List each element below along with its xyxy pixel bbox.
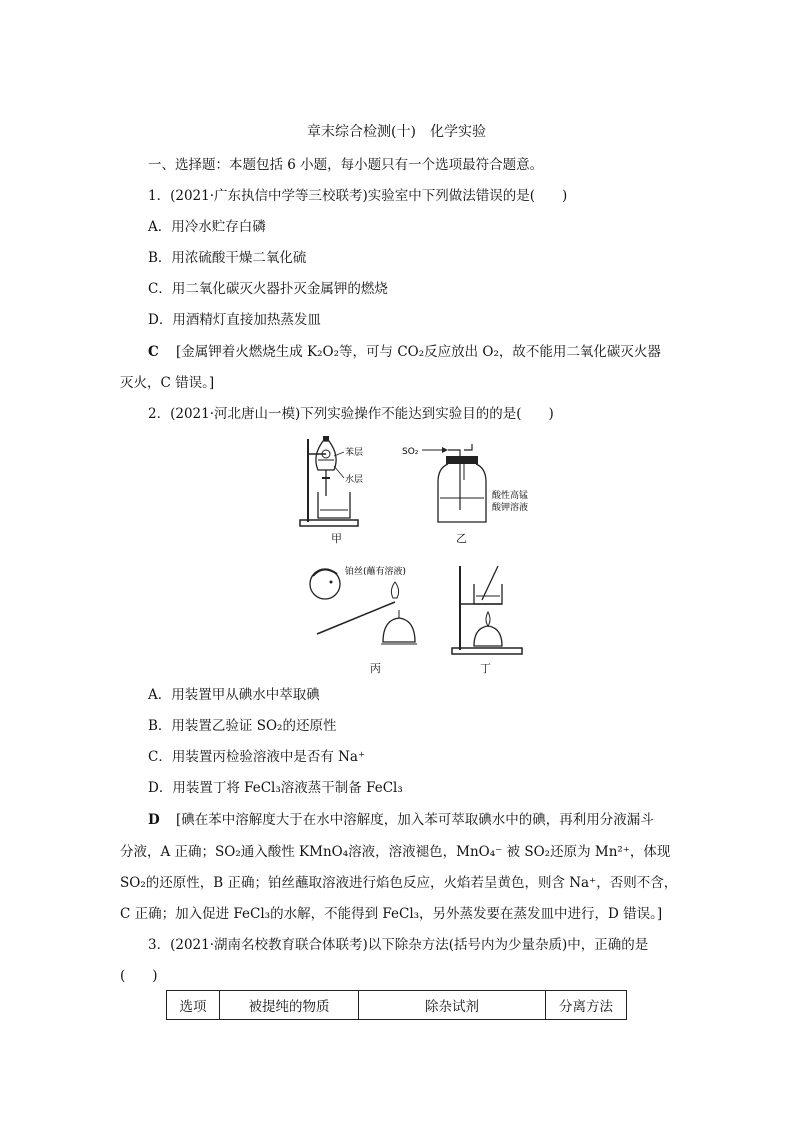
caption-bing: 丙 (370, 662, 381, 675)
q2-option-c: C．用装置丙检验溶液中是否有 Na⁺ (148, 749, 366, 765)
q2-option-b: B．用装置乙验证 SO₂的还原性 (148, 718, 337, 734)
caption-jia: 甲 (331, 532, 342, 545)
jia-water-label: 水层 (345, 475, 364, 485)
bing-wire-label: 铂丝(蘸有溶液) (345, 567, 407, 577)
table-header-option: 选项 (167, 991, 220, 1020)
q3-options-table (166, 990, 627, 1020)
q1-option-a: A．用冷水贮存白磷 (148, 219, 266, 235)
section-heading: 一、选择题：本题包括 6 小题，每小题只有一个选项最符合题意。 (148, 157, 544, 173)
table-header-substance: 被提纯的物质 (220, 991, 359, 1020)
q3-stem-bracket: ( ) (120, 968, 158, 984)
q1-explanation-1: [金属钾着火燃烧生成 K₂O₂等，可与 CO₂反应放出 O₂，故不能用二氧化碳灭火器 (176, 344, 661, 360)
q2-stem: 2．(2021·河北唐山一模)下列实验操作不能达到实验目的的是( ) (148, 406, 554, 422)
q1-answer: C (148, 344, 159, 360)
q1-option-c: C．用二氧化碳灭火器扑灭金属钾的燃烧 (148, 281, 388, 297)
apparatus-jia-diagram (296, 434, 386, 534)
q2-explanation-3: SO₂的还原性，B 正确；铂丝蘸取溶液进行焰色反应，火焰若呈黄色，则含 Na⁺，否则不含， (120, 875, 678, 891)
yi-solution-label-2: 酸钾溶液 (492, 503, 529, 513)
q2-explanation-2: 分液，A 正确；SO₂通入酸性 KMnO₄溶液，溶液褪色，MnO₄⁻ 被 SO₂还原为 Mn²⁺，体现 (120, 844, 671, 860)
q2-option-a: A．用装置甲从碘水中萃取碘 (148, 687, 320, 703)
q1-explanation-2: 灭火，C 错误。] (120, 375, 215, 391)
apparatus-yi-diagram (400, 440, 550, 530)
yi-gas-label: SO₂ (402, 447, 419, 457)
q2-option-d: D．用装置丁将 FeCl₃溶液蒸干制备 FeCl₃ (148, 780, 403, 796)
table-header-reagent: 除杂试剂 (359, 991, 546, 1020)
caption-ding: 丁 (480, 662, 491, 675)
q1-stem: 1．(2021·广东执信中学等三校联考)实验室中下列做法错误的是( ) (148, 188, 568, 204)
q2-explanation-1: [碘在苯中溶解度大于在水中溶解度，加入苯可萃取碘水中的碘，再利用分液漏斗 (176, 812, 654, 828)
table-header-row (167, 991, 627, 1020)
apparatus-bing-diagram (303, 562, 433, 657)
q2-answer: D (148, 812, 160, 828)
yi-solution-label-1: 酸性高锰 (492, 491, 529, 501)
q3-stem: 3．(2021·湖南名校教育联合体联考)以下除杂方法(括号内为少量杂质)中，正确的是 (148, 937, 649, 953)
jia-benzene-label: 苯层 (345, 448, 364, 458)
q1-option-b: B．用浓硫酸干燥二氧化硫 (148, 250, 307, 266)
page-title: 章末综合检测(十) 化学实验 (307, 124, 486, 140)
q1-option-d: D．用酒精灯直接加热蒸发皿 (148, 312, 321, 328)
q2-explanation-4: C 正确；加入促进 FeCl₃的水解，不能得到 FeCl₃，另外蒸发要在蒸发皿中进行，D 错误。] (120, 906, 663, 922)
table-header-method: 分离方法 (546, 991, 627, 1020)
caption-yi: 乙 (456, 532, 467, 545)
apparatus-ding-diagram (448, 560, 528, 660)
